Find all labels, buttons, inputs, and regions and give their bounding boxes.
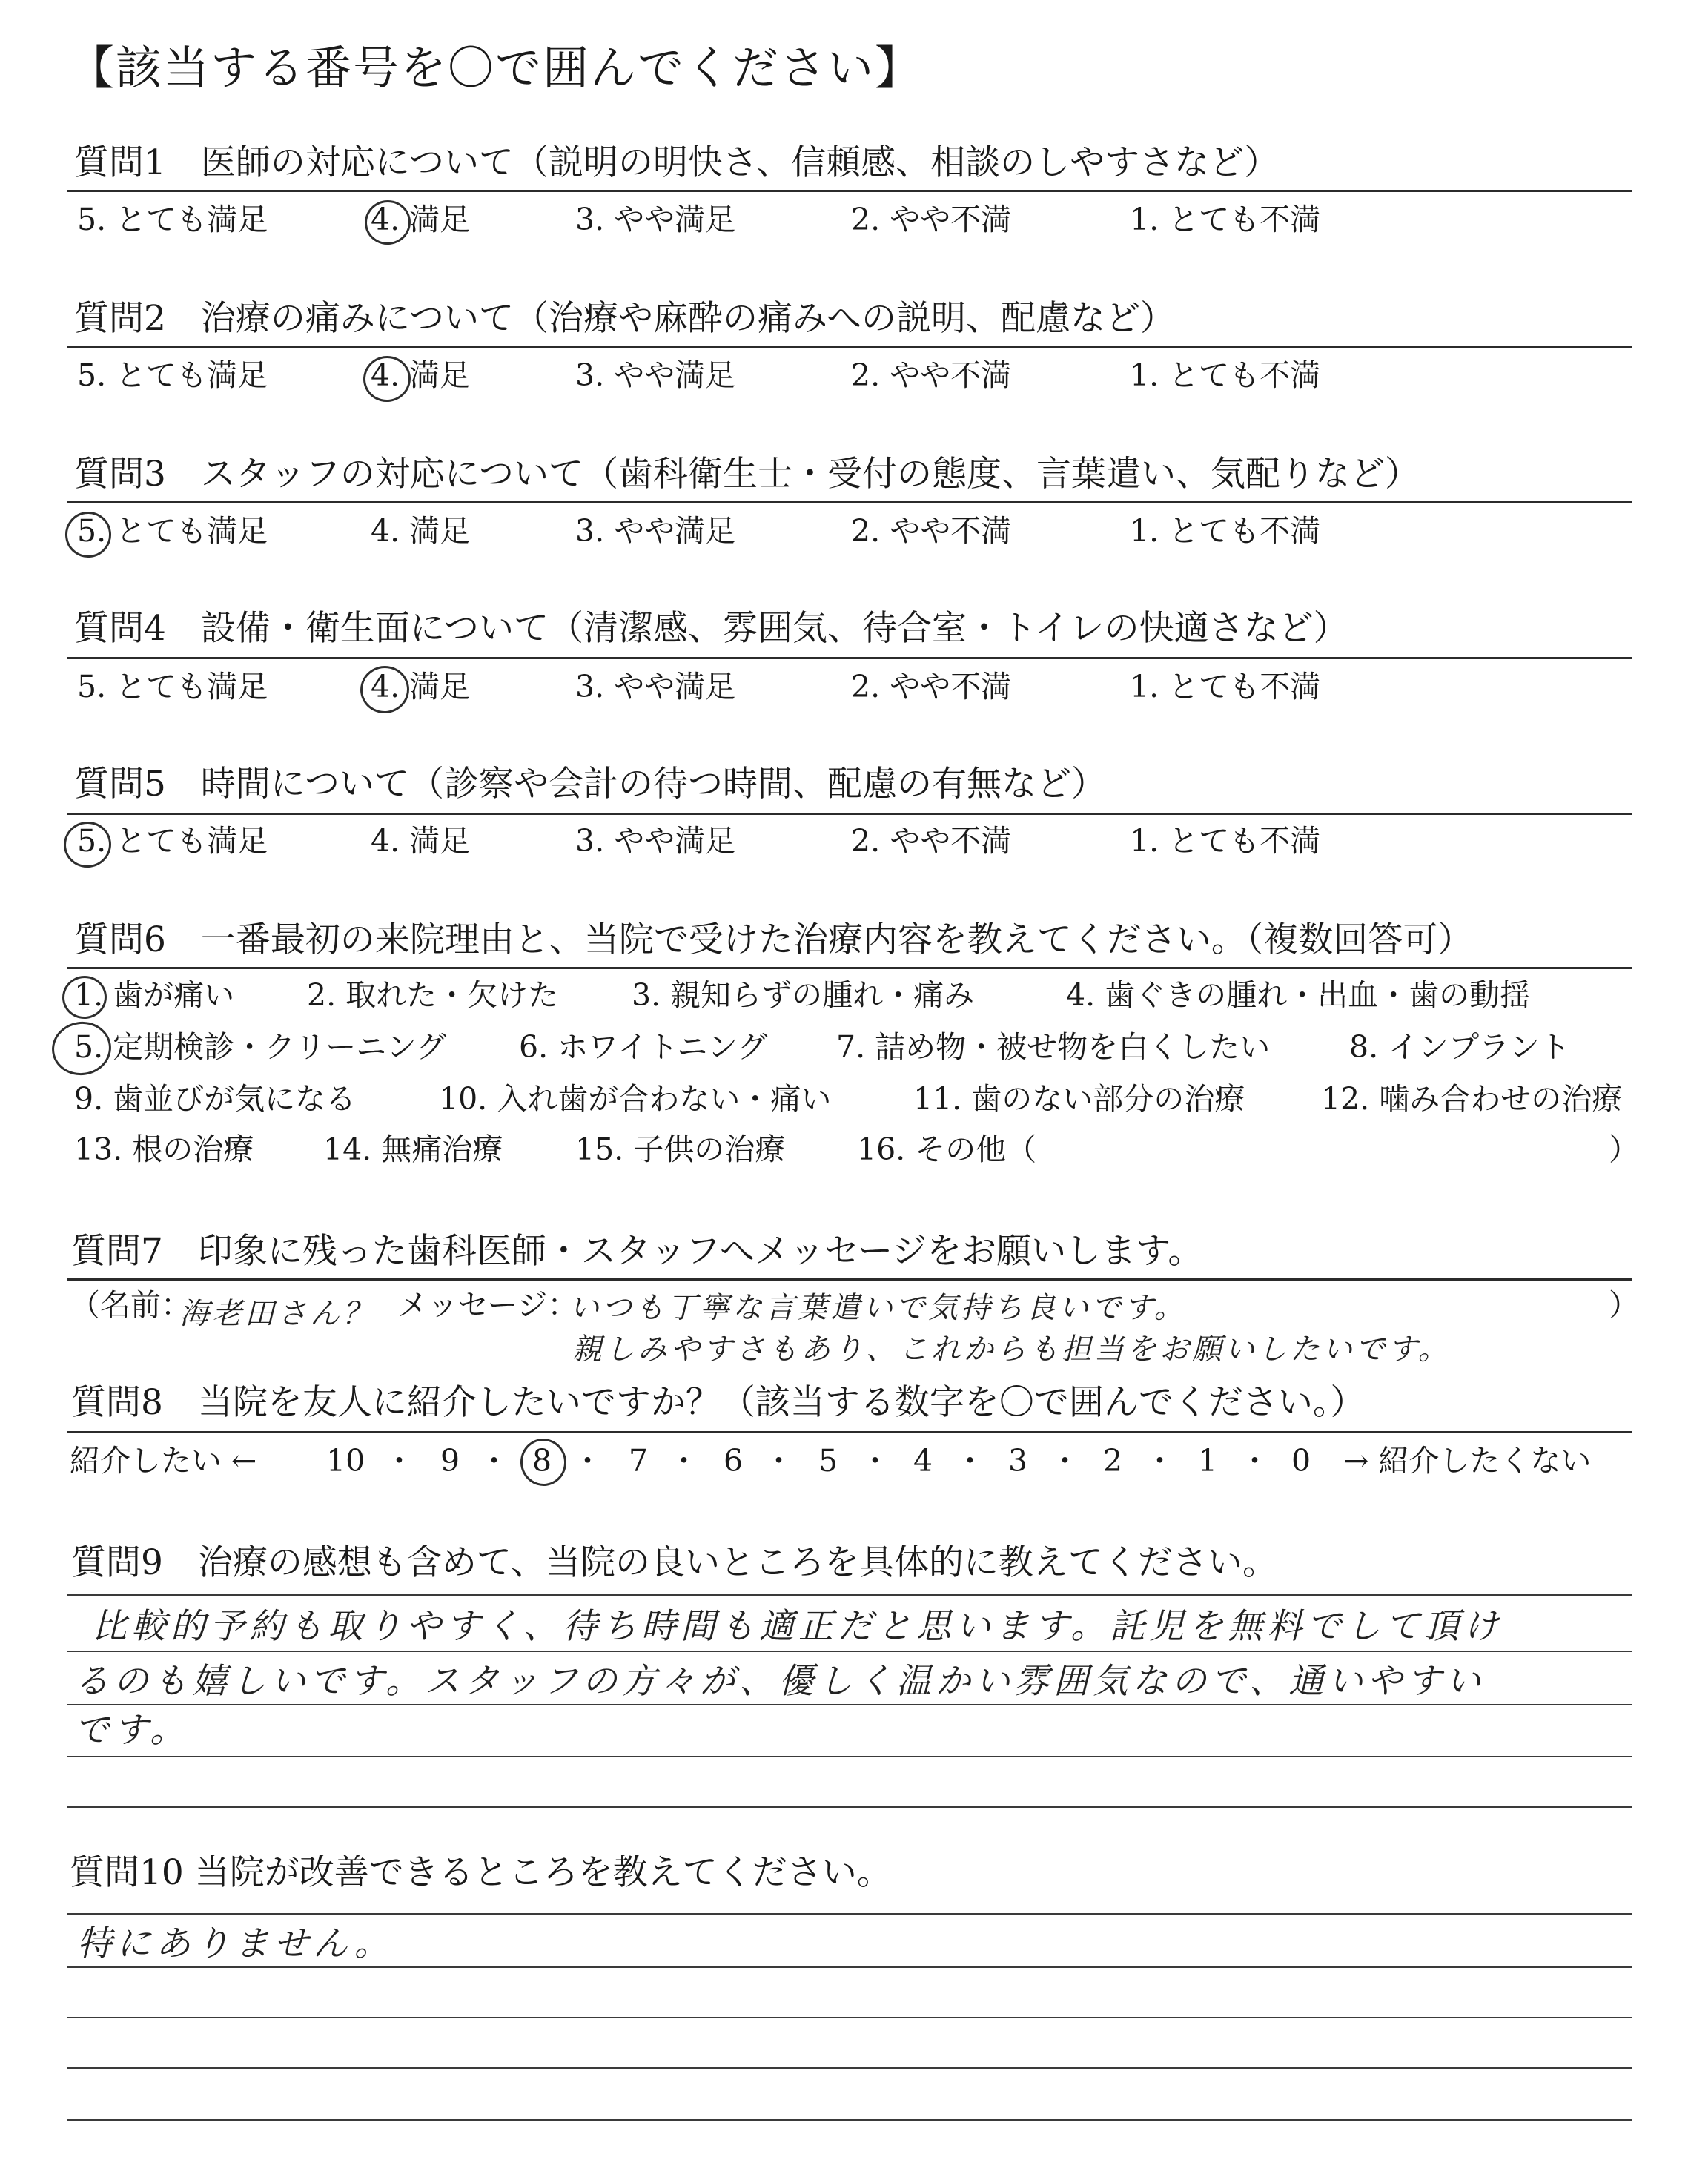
q2-option-1[interactable]: 1. とても不満 xyxy=(1130,357,1321,393)
q4-option-2[interactable]: 2. やや不満 xyxy=(851,669,1012,704)
q7-rule xyxy=(67,1278,1632,1281)
q1-option-4[interactable]: 4. 満足 xyxy=(371,202,471,237)
q6-option-4[interactable]: 4. 歯ぐきの腫れ・出血・歯の動揺 xyxy=(1066,977,1531,1013)
q7-name-value: 海老田さん？ xyxy=(179,1297,375,1331)
q8-value-5[interactable]: 5 xyxy=(818,1443,838,1479)
q7-message-line-2: 親しみやすさもあり、これからも担当をお願いしたいです。 xyxy=(572,1332,1451,1367)
q8-separator: ・ xyxy=(764,1443,794,1479)
q9-write-line xyxy=(67,1806,1632,1808)
q1-title: 質問1 医師の対応について（説明の明快さ、信頼感、相談のしやすさなど） xyxy=(74,142,1280,183)
q6-option-5[interactable]: 5. 定期検診・クリーニング xyxy=(74,1029,447,1065)
q9-write-line xyxy=(67,1704,1632,1705)
q3-option-2[interactable]: 2. やや不満 xyxy=(851,513,1012,549)
q6-close-paren: ） xyxy=(1609,1132,1639,1167)
q3-option-3[interactable]: 3. やや満足 xyxy=(575,513,736,549)
q6-option-8[interactable]: 8. インプラント xyxy=(1349,1029,1571,1065)
q9-answer-line-2: るのも嬉しいです。スタッフの方々が、優しく温かい雰囲気なので、通いやすい xyxy=(74,1661,1486,1702)
q8-selection-circle xyxy=(517,1436,569,1489)
q6-title: 質問6 一番最初の来院理由と、当院で受けた治療内容を教えてください。（複数回答可） xyxy=(74,919,1473,960)
q10-write-line xyxy=(67,2017,1632,2018)
q5-option-4[interactable]: 4. 満足 xyxy=(371,823,471,859)
q9-title: 質問9 治療の感想も含めて、当院の良いところを具体的に教えてください。 xyxy=(71,1542,1277,1583)
form-header: 【該当する番号を〇で囲んでください】 xyxy=(68,41,923,95)
q4-option-5[interactable]: 5. とても満足 xyxy=(77,669,268,704)
q8-value-7[interactable]: 7 xyxy=(629,1443,649,1479)
q6-option-10[interactable]: 10. 入れ歯が合わない・痛い xyxy=(439,1081,832,1117)
q7-close-paren: ） xyxy=(1609,1287,1639,1323)
q1-option-2[interactable]: 2. やや不満 xyxy=(851,202,1012,237)
q7-message-label: メッセージ： xyxy=(397,1287,578,1323)
q8-value-3[interactable]: 3 xyxy=(1008,1443,1028,1479)
q2-rule xyxy=(67,346,1632,348)
q8-separator: ・ xyxy=(955,1443,985,1479)
q6-option-9[interactable]: 9. 歯並びが気になる xyxy=(74,1081,357,1117)
q3-rule xyxy=(67,501,1632,503)
q8-value-0[interactable]: 0 xyxy=(1291,1443,1311,1479)
q1-option-5[interactable]: 5. とても満足 xyxy=(77,202,268,237)
q6-option-1[interactable]: 1. 歯が痛い xyxy=(74,977,235,1013)
q4-title: 質問4 設備・衛生面について（清潔感、雰囲気、待合室・トイレの快適さなど） xyxy=(74,608,1348,649)
q8-separator: ・ xyxy=(572,1443,603,1479)
q6-option-16[interactable]: 16. その他（ xyxy=(857,1132,1037,1167)
q8-value-4[interactable]: 4 xyxy=(913,1443,933,1479)
q2-option-5[interactable]: 5. とても満足 xyxy=(77,357,268,393)
q5-option-5[interactable]: 5. とても満足 xyxy=(77,823,268,859)
q5-title: 質問5 時間について（診察や会計の待つ時間、配慮の有無など） xyxy=(74,764,1106,805)
q8-separator: ・ xyxy=(384,1443,414,1479)
q2-option-4[interactable]: 4. 満足 xyxy=(371,357,471,393)
q6-option-15[interactable]: 15. 子供の治療 xyxy=(575,1132,786,1167)
q8-value-10[interactable]: 10 xyxy=(326,1443,365,1479)
q4-option-1[interactable]: 1. とても不満 xyxy=(1130,669,1321,704)
q8-separator: ・ xyxy=(669,1443,699,1479)
q10-answer-line-1: 特にありません。 xyxy=(77,1923,394,1964)
q8-value-1[interactable]: 1 xyxy=(1198,1443,1218,1479)
q9-answer-line-3: です。 xyxy=(74,1710,190,1751)
q9-answer-line-1: 比較的予約も取りやすく、待ち時間も適正だと思います。託児を無料でして頂け xyxy=(92,1606,1503,1647)
q1-option-3[interactable]: 3. やや満足 xyxy=(575,202,736,237)
q8-separator: ・ xyxy=(860,1443,890,1479)
q6-option-12[interactable]: 12. 噛み合わせの治療 xyxy=(1321,1081,1623,1117)
q8-right-label: → 紹介したくない xyxy=(1343,1443,1592,1479)
q6-option-7[interactable]: 7. 詰め物・被せ物を白くしたい xyxy=(836,1029,1271,1065)
q8-separator: ・ xyxy=(479,1443,509,1479)
q5-option-3[interactable]: 3. やや満足 xyxy=(575,823,736,859)
q10-title: 質問10 当院が改善できるところを教えてください。 xyxy=(70,1852,892,1893)
q1-rule xyxy=(67,190,1632,192)
q2-title: 質問2 治療の痛みについて（治療や麻酔の痛みへの説明、配慮など） xyxy=(74,298,1176,339)
q8-separator: ・ xyxy=(1145,1443,1175,1479)
q4-option-3[interactable]: 3. やや満足 xyxy=(575,669,736,704)
q8-value-6[interactable]: 6 xyxy=(724,1443,744,1479)
q9-write-line xyxy=(67,1651,1632,1652)
q7-message-line-1: いつも丁寧な言葉遣いで気持ち良いです。 xyxy=(569,1291,1187,1325)
q8-title: 質問8 当院を友人に紹介したいですか？（該当する数字を〇で囲んでください。） xyxy=(71,1382,1366,1423)
q4-option-4[interactable]: 4. 満足 xyxy=(371,669,471,704)
q5-option-1[interactable]: 1. とても不満 xyxy=(1130,823,1321,859)
q2-option-3[interactable]: 3. やや満足 xyxy=(575,357,736,393)
q8-value-8[interactable]: 8 xyxy=(532,1443,552,1479)
q7-title: 質問7 印象に残った歯科医師・スタッフへメッセージをお願いします。 xyxy=(71,1231,1203,1272)
q10-write-line xyxy=(67,1913,1632,1915)
q3-option-5[interactable]: 5. とても満足 xyxy=(77,513,268,549)
q10-write-line xyxy=(67,2067,1632,2069)
q8-value-2[interactable]: 2 xyxy=(1103,1443,1123,1479)
q5-option-2[interactable]: 2. やや不満 xyxy=(851,823,1012,859)
q8-left-label: 紹介したい ← xyxy=(70,1443,257,1479)
q6-option-2[interactable]: 2. 取れた・欠けた xyxy=(307,977,559,1013)
q8-rule xyxy=(67,1431,1632,1433)
q3-option-4[interactable]: 4. 満足 xyxy=(371,513,471,549)
q7-name-label: （名前： xyxy=(70,1287,191,1323)
q6-option-3[interactable]: 3. 親知らずの腫れ・痛み xyxy=(632,977,975,1013)
q8-separator: ・ xyxy=(1050,1443,1080,1479)
q9-write-line xyxy=(67,1756,1632,1757)
q6-option-6[interactable]: 6. ホワイトニング xyxy=(519,1029,768,1065)
q6-option-11[interactable]: 11. 歯のない部分の治療 xyxy=(913,1081,1245,1117)
q6-rule xyxy=(67,967,1632,969)
q8-value-9[interactable]: 9 xyxy=(440,1443,460,1479)
q1-option-1[interactable]: 1. とても不満 xyxy=(1130,202,1321,237)
q10-write-line xyxy=(67,1966,1632,1968)
q3-title: 質問3 スタッフの対応について（歯科衛生士・受付の態度、言葉遣い、気配りなど） xyxy=(74,454,1420,495)
q2-option-2[interactable]: 2. やや不満 xyxy=(851,357,1012,393)
q9-write-line xyxy=(67,1594,1632,1596)
q4-rule xyxy=(67,657,1632,659)
q5-rule xyxy=(67,813,1632,815)
q8-separator: ・ xyxy=(1239,1443,1270,1479)
q10-write-line xyxy=(67,2119,1632,2121)
q6-option-13[interactable]: 13. 根の治療 xyxy=(74,1132,254,1167)
q6-option-14[interactable]: 14. 無痛治療 xyxy=(323,1132,503,1167)
q3-option-1[interactable]: 1. とても不満 xyxy=(1130,513,1321,549)
